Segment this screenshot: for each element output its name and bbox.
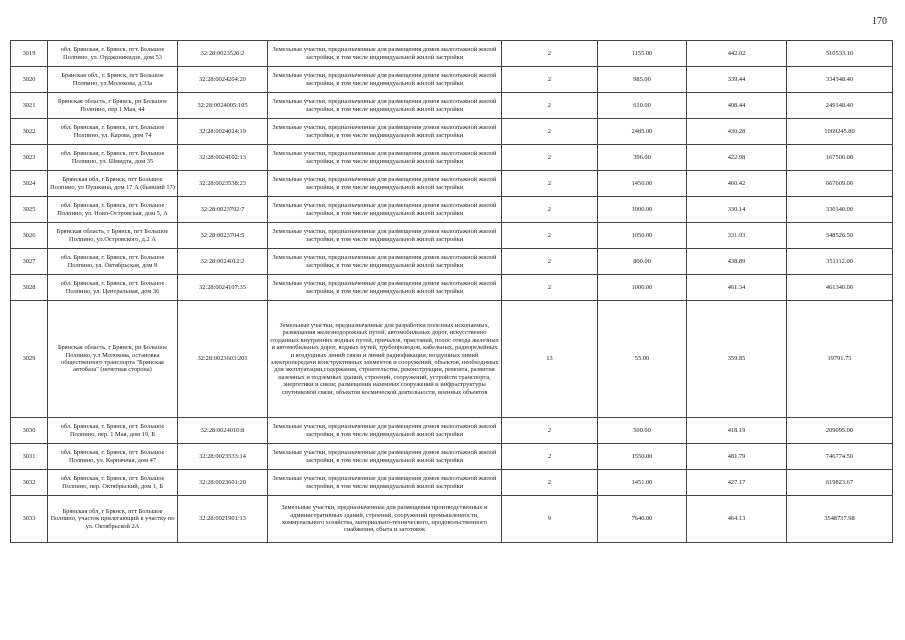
cadastral-value-cell: 746774.50 <box>787 444 893 470</box>
address-cell: обл. Брянская, г. Брянск, пгт. Большое Полпино, ул. Шмидта, дом 35 <box>48 145 178 171</box>
row-number: 3020 <box>11 67 48 93</box>
cadastral-value-cell: 330140.00 <box>787 197 893 223</box>
permitted-use-cell: Земельные участки, предназначенные для размещения домов малоэтажной жилой застройки, в том числе индивидуальной жилой застройки <box>268 223 502 249</box>
specific-value-cell: 359.85 <box>687 301 787 418</box>
address-cell: обл. Брянская, г. Брянск, пгт. Большое Полпино, ул. Карпачная, дом 47 <box>48 444 178 470</box>
area-cell: 396.00 <box>598 145 687 171</box>
cadastral-value-cell: 3548737.98 <box>787 496 893 543</box>
specific-value-cell: 422.98 <box>687 145 787 171</box>
permitted-use-cell: Земельные участки, предназначенные для размещения домов малоэтажной жилой застройки, в том числе индивидуальной жилой застройки <box>268 197 502 223</box>
area-cell: 985.00 <box>598 67 687 93</box>
cadastral-number-cell: 32:28:0024012:2 <box>178 249 268 275</box>
table-row <box>11 418 893 444</box>
register-body <box>11 41 893 543</box>
specific-value-cell: 427.17 <box>687 470 787 496</box>
area-cell: 55.00 <box>598 301 687 418</box>
use-group-cell: 2 <box>502 249 598 275</box>
permitted-use-cell: Земельные участки, предназначенные для размещения домов малоэтажной жилой застройки, в том числе индивидуальной жилой застройки <box>268 249 502 275</box>
address-cell: Брянская область, г Брянск, пгт Большое Полпино, ул.Островского, д.2 А <box>48 223 178 249</box>
cadastral-number-cell: 32:28:0023702:7 <box>178 197 268 223</box>
cadastral-value-cell: 167500.08 <box>787 145 893 171</box>
address-cell: обл. Брянская, г. Брянск, пгт. Большое Полпино, ул. Орджоникидзе, дом 53 <box>48 41 178 67</box>
table-row <box>11 197 893 223</box>
row-number: 3023 <box>11 145 48 171</box>
use-group-cell: 2 <box>502 145 598 171</box>
area-cell: 1155.00 <box>598 41 687 67</box>
address-cell: обл. Брянская, г. Брянск, пгт. Большое Полпино, пер. 1 Мая, дом 19, Б <box>48 418 178 444</box>
row-number: 3026 <box>11 223 48 249</box>
row-number: 3027 <box>11 249 48 275</box>
row-number: 3032 <box>11 470 48 496</box>
cadastral-number-cell: 32:28:0023520:2 <box>178 41 268 67</box>
permitted-use-cell: Земельные участки, предназначенные для размещения домов малоэтажной жилой застройки, в том числе индивидуальной жилой застройки <box>268 41 502 67</box>
use-group-cell: 2 <box>502 41 598 67</box>
cadastral-value-cell: 461340.00 <box>787 275 893 301</box>
cadastral-number-cell: 32:28:0023538:23 <box>178 171 268 197</box>
use-group-cell: 2 <box>502 223 598 249</box>
permitted-use-cell: Земельные участки, предназначенные для разработки полезных ископаемых, размещения железнодорожных путей, автомобильных дорог, искусственно созданных внутренних водных путей, причалов, пристаней, полос отвода железных и автомобильных дорог, водных путей, трубопроводов, кабельных, радиорелейных и воздушных линий связи и линий радиофикации, воздушных линий электропередачи конструктивных элементов и сооружений, объектов, необходимых для эксплуатации,содержания, строительства, реконструкции, ремонта, развития наземных и подземных зданий, строений, сооружений, устройств транспорта, энергетики и связи; размещения наземных сооружений и инфраструктуры спутниковой связи, объектов космической деятельности, военных объектов <box>268 301 502 418</box>
row-number: 3019 <box>11 41 48 67</box>
permitted-use-cell: Земельные участки, предназначенные для размещения домов малоэтажной жилой застройки, в том числе индивидуальной жилой застройки <box>268 470 502 496</box>
row-number: 3030 <box>11 418 48 444</box>
specific-value-cell: 442.02 <box>687 41 787 67</box>
table-row <box>11 275 893 301</box>
use-group-cell: 9 <box>502 496 598 543</box>
area-cell: 1050.00 <box>598 223 687 249</box>
specific-value-cell: 464.13 <box>687 496 787 543</box>
cadastral-value-cell: 351112.00 <box>787 249 893 275</box>
use-group-cell: 2 <box>502 470 598 496</box>
table-row <box>11 67 893 93</box>
land-register-table <box>10 40 893 543</box>
permitted-use-cell: Земельные участки, предназначенные для размещения домов малоэтажной жилой застройки, в том числе индивидуальной жилой застройки <box>268 171 502 197</box>
row-number: 3031 <box>11 444 48 470</box>
table-row <box>11 496 893 543</box>
area-cell: 1000.00 <box>598 197 687 223</box>
row-number: 3025 <box>11 197 48 223</box>
cadastral-number-cell: 32:28:0024102:13 <box>178 145 268 171</box>
cadastral-value-cell: 667609.00 <box>787 171 893 197</box>
area-cell: 610.00 <box>598 93 687 119</box>
cadastral-number-cell: 32:28:0023704:5 <box>178 223 268 249</box>
cadastral-number-cell: 32:28:0024010:8 <box>178 418 268 444</box>
table-row <box>11 470 893 496</box>
use-group-cell: 2 <box>502 171 598 197</box>
area-cell: 500.00 <box>598 418 687 444</box>
address-cell: обл. Брянская, г. Брянск, пгт. Большое Полпино, ул. Центральная, дом 36 <box>48 275 178 301</box>
row-number: 3029 <box>11 301 48 418</box>
permitted-use-cell: Земельные участки, предназначенные для размещения домов малоэтажной жилой застройки, в том числе индивидуальной жилой застройки <box>268 93 502 119</box>
permitted-use-cell: Земельные участки, предназначенные для размещения домов малоэтажной жилой застройки, в том числе индивидуальной жилой застройки <box>268 119 502 145</box>
cadastral-number-cell: 32:28:0024107:35 <box>178 275 268 301</box>
cadastral-value-cell: 249148.40 <box>787 93 893 119</box>
specific-value-cell: 430.28 <box>687 119 787 145</box>
cadastral-number-cell: 32:28:0024005:105 <box>178 93 268 119</box>
specific-value-cell: 408.44 <box>687 93 787 119</box>
table-row <box>11 145 893 171</box>
cadastral-number-cell: 32:28:0023603:201 <box>178 301 268 418</box>
permitted-use-cell: Земельные участки, предназначенные для размещения домов малоэтажной жилой застройки, в том числе индивидуальной жилой застройки <box>268 418 502 444</box>
area-cell: 1550.00 <box>598 444 687 470</box>
cadastral-number-cell: 32:28:0023533:14 <box>178 444 268 470</box>
use-group-cell: 2 <box>502 197 598 223</box>
area-cell: 7646.00 <box>598 496 687 543</box>
use-group-cell: 2 <box>502 93 598 119</box>
address-cell: обл. Брянская, г. Брянск, пгт. Большое Полпино, ул. Октябрьская, дом 8 <box>48 249 178 275</box>
use-group-cell: 2 <box>502 119 598 145</box>
address-cell: Брянская область, г Брянск, рп Большое Полпино, у.л Молокова, остановка общественного транспорта "Брянская автобаза" (нечетная сторона) <box>48 301 178 418</box>
row-number: 3022 <box>11 119 48 145</box>
permitted-use-cell: Земельные участки, предназначенные для размещения домов малоэтажной жилой застройки, в том числе индивидуальной жилой застройки <box>268 444 502 470</box>
row-number: 3021 <box>11 93 48 119</box>
cadastral-number-cell: 32:28:0024204:20 <box>178 67 268 93</box>
specific-value-cell: 418.19 <box>687 418 787 444</box>
address-cell: обл. Брянская, г. Брянск, пгт. Большое Полпино, ул. Карова, дом 74 <box>48 119 178 145</box>
area-cell: 1000.00 <box>598 275 687 301</box>
area-cell: 800.00 <box>598 249 687 275</box>
area-cell: 2485.00 <box>598 119 687 145</box>
specific-value-cell: 460.42 <box>687 171 787 197</box>
row-number: 3033 <box>11 496 48 543</box>
table-row <box>11 301 893 418</box>
cadastral-value-cell: 1069245.80 <box>787 119 893 145</box>
table-row <box>11 171 893 197</box>
use-group-cell: 2 <box>502 418 598 444</box>
permitted-use-cell: Земельные участки, предназначенные для размещения домов малоэтажной жилой застройки, в том числе индивидуальной жилой застройки <box>268 145 502 171</box>
permitted-use-cell: Земельные участки, предназначенные для размещения домов малоэтажной жилой застройки, в том числе индивидуальной жилой застройки <box>268 67 502 93</box>
permitted-use-cell: Земельные участки, предназначенные для размещения домов малоэтажной жилой застройки, в том числе индивидуальной жилой застройки <box>268 275 502 301</box>
table-row <box>11 41 893 67</box>
address-cell: Брянская обл, г Брянск, пгт Большое Полпино, ул Пушкина, дом 17 А (бывший 17) <box>48 171 178 197</box>
cadastral-number-cell: 32:28:0023601:20 <box>178 470 268 496</box>
address-cell: Брянская обл, г Брянск, пгт Большое Полпино, участок прилегающий к участку по ул. Октябрьской 2А <box>48 496 178 543</box>
address-cell: Брянская обл., г. Брянск, пгт Большое Полпино, ул.Молокова, д.33а <box>48 67 178 93</box>
specific-value-cell: 438.89 <box>687 249 787 275</box>
address-cell: Брянская область, г Брянск, рп Большое Полпино, пер 1 Мая, 44 <box>48 93 178 119</box>
specific-value-cell: 330.14 <box>687 197 787 223</box>
cadastral-number-cell: 32:28:0021901:13 <box>178 496 268 543</box>
table-row <box>11 119 893 145</box>
specific-value-cell: 461.34 <box>687 275 787 301</box>
specific-value-cell: 331.93 <box>687 223 787 249</box>
table-row <box>11 444 893 470</box>
cadastral-value-cell: 334348.40 <box>787 67 893 93</box>
use-group-cell: 2 <box>502 67 598 93</box>
area-cell: 1451.00 <box>598 470 687 496</box>
page-number: 170 <box>872 16 887 27</box>
permitted-use-cell: Земельные участки, предназначенные для размещения производственных и административных зданий, строений, сооружений промышленности, коммунального хозяйства, материально-технического, продовольственного снабжения, сбыта и заготовок <box>268 496 502 543</box>
use-group-cell: 13 <box>502 301 598 418</box>
cadastral-value-cell: 19791.75 <box>787 301 893 418</box>
cadastral-value-cell: 510533.10 <box>787 41 893 67</box>
cadastral-value-cell: 619823.67 <box>787 470 893 496</box>
table-row <box>11 249 893 275</box>
use-group-cell: 2 <box>502 444 598 470</box>
specific-value-cell: 339.44 <box>687 67 787 93</box>
cadastral-value-cell: 348526.50 <box>787 223 893 249</box>
specific-value-cell: 481.79 <box>687 444 787 470</box>
cadastral-number-cell: 32:28:0024024:19 <box>178 119 268 145</box>
table-row <box>11 93 893 119</box>
row-number: 3028 <box>11 275 48 301</box>
address-cell: обл. Брянская, г. Брянск, пгт. Большое Полпино, пер. Октябрьский, дом 1, Б <box>48 470 178 496</box>
row-number: 3024 <box>11 171 48 197</box>
cadastral-value-cell: 209095.00 <box>787 418 893 444</box>
table-row <box>11 223 893 249</box>
address-cell: обл. Брянская, г. Брянск, пгт. Большое Полпино, ул. Ново-Островская, дом 5, А <box>48 197 178 223</box>
use-group-cell: 2 <box>502 275 598 301</box>
area-cell: 1450.00 <box>598 171 687 197</box>
